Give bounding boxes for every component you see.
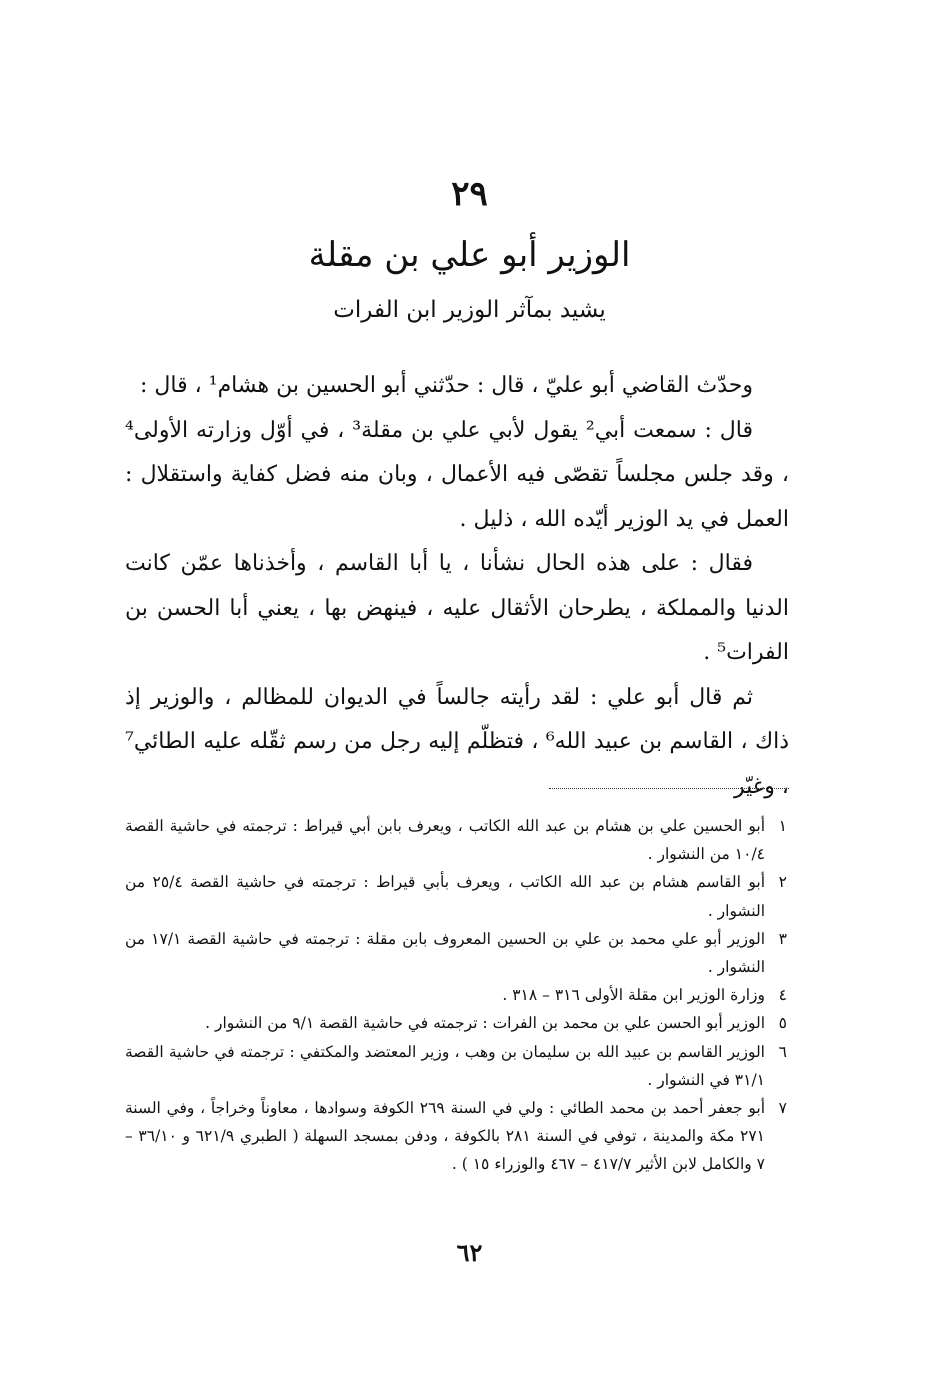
footnote-item [125, 925, 787, 981]
page-number: ٦٢ [456, 1238, 483, 1267]
footnote-number: ١ [778, 817, 787, 835]
footnote-divider [549, 788, 789, 789]
footnote-number: ٢ [778, 873, 787, 892]
footnote-text: الوزير القاسم بن عبيد الله بن سليمان بن وهب ، وزير المعتضد والمكتفي : ترجمته في حاشية القصة ٣١/١ في النشوار . [125, 1042, 765, 1089]
footnote-item [125, 1038, 787, 1094]
footnote-text: أبو الحسين علي بن هشام بن عبد الله الكاتب ، ويعرف بابن أبي قيراط : ترجمته في حاشية القصة ١٠/٤ من النشوار . [125, 817, 765, 864]
footnote-item [125, 981, 787, 1009]
story-subtitle: يشيد بمآثر الوزير ابن الفرات [333, 297, 606, 323]
paragraph-3: فقال : على هذه الحال نشأنا ، يا أبا القاسم ، وأخذناها عمّن كانت الدنيا والمملكة ، يطرحان الأثقال عليه ، فينهض بها ، يعني أبا الحسن بن الفرات⁵ . [125, 551, 789, 665]
footnotes-list [125, 812, 787, 1179]
footnote-item [125, 1009, 787, 1037]
footnote-text: الوزير أبو علي محمد بن علي بن الحسين المعروف بابن مقلة : ترجمته في حاشية القصة ١٧/١ من النشوار . [125, 929, 766, 977]
footnote-text: أبو جعفر أحمد بن محمد الطائي : ولي في السنة ٢٦٩ الكوفة وسوادها ، معاوناً وخراجاً ، وفي السنة ٢٧١ مكة والمدينة ، توفي في السنة ٢٨١ بالكوفة ، ودفن بمسجد السهلة ( الطبري ٦٢١/٩ و ٣٦/١٠ – ٧ والكامل لابن الأثير ٤١٧/٧ – ٤٦٧ والوزراء ١٥ ) . [125, 1099, 766, 1174]
footnote-item [125, 1094, 787, 1179]
footnote-number: ٣ [778, 929, 787, 948]
paragraph-2: قال : سمعت أبي² يقول لأبي علي بن مقلة³ ، في أوّل وزارته الأولى⁴ ، وقد جلس مجلساً تقصّى فيه الأعمال ، وبان منه فضل كفاية واستقلال : العمل في يد الوزير أيّده الله ، ذليل . [125, 417, 789, 532]
footnote-number: ٧ [778, 1099, 787, 1118]
footnote-text: الوزير أبو الحسن علي بن محمد بن الفرات : ترجمته في حاشية القصة ٩/١ من النشوار . [205, 1014, 765, 1033]
story-number: ٢٩ [451, 174, 488, 214]
footnote-text: أبو القاسم هشام بن عبد الله الكاتب ، ويعرف بأبي قيراط : ترجمته في حاشية القصة ٢٥/٤ من النشوار . [125, 873, 766, 920]
footnote-item [125, 812, 787, 868]
footnote-text: وزارة الوزير ابن مقلة الأولى ٣١٦ – ٣١٨ . [502, 986, 765, 1005]
story-title: الوزير أبو علي بن مقلة [308, 235, 631, 275]
footnote-number: ٥ [778, 1014, 787, 1033]
footnote-number: ٤ [778, 986, 787, 1005]
story-body [125, 364, 789, 809]
paragraph-4: ثم قال أبو علي : لقد رأيته جالساً في الديوان للمظالم ، والوزير إذ ذاك ، القاسم بن عبيد الله⁶ ، فتظلّم إليه رجل من رسم ثقّله عليه الطائي⁷ ، وغيّر [125, 684, 789, 799]
paragraph-1: وحدّث القاضي أبو عليّ ، قال : حدّثني أبو الحسين بن هشام¹ ، قال : [140, 373, 753, 398]
footnote-number: ٦ [778, 1042, 787, 1061]
footnote-item [125, 868, 787, 924]
